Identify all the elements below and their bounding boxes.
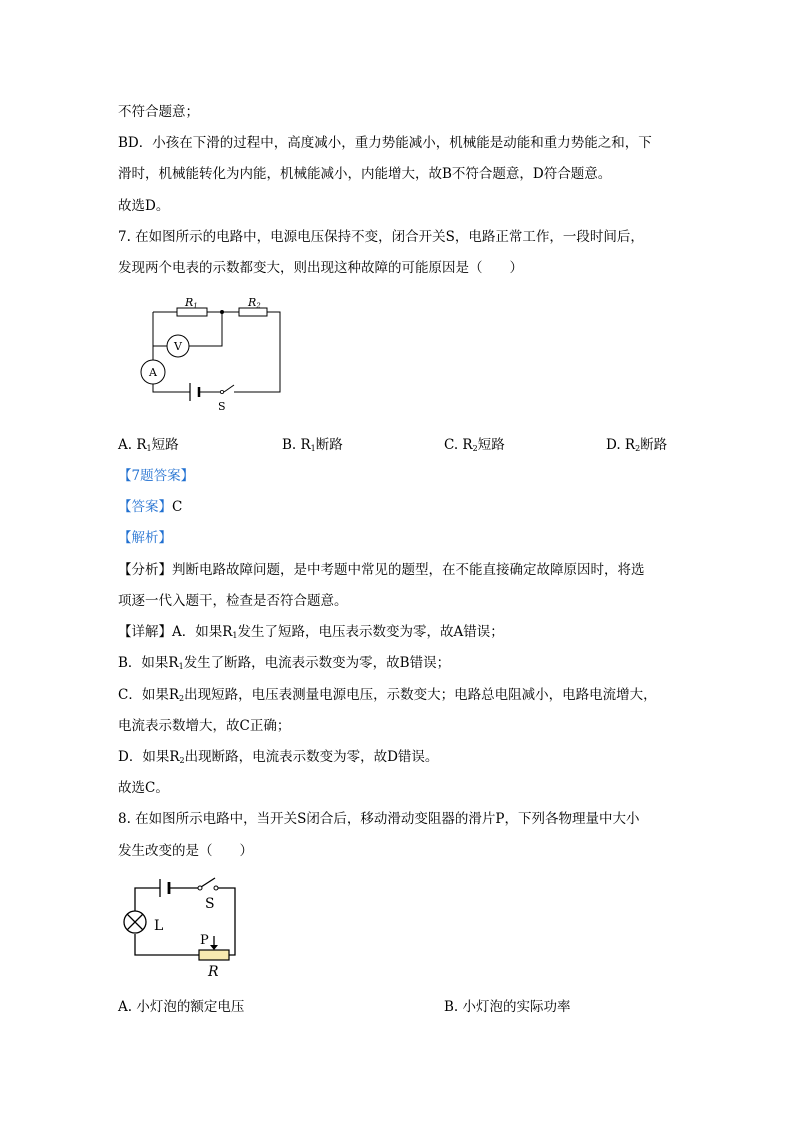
q7-label-a: A (149, 366, 157, 379)
q7-label-r2: R2 (248, 296, 261, 310)
q8-stem-line-2: 发生改变的是（ ） (118, 843, 253, 859)
q7-option-b: B. $R_1$断路 (282, 437, 343, 453)
q8-option-a: A. 小灯泡的额定电压 (118, 999, 245, 1015)
q8-stem-line-1: 8. 在如图所示电路中，当开关S闭合后，移动滑动变阻器的滑片P，下列各物理量中大小 (118, 811, 640, 827)
q7-detail-c-line-2: 电流表示数增大，故C正确； (118, 718, 291, 734)
q7-detail-c-line-1: C．如果$R_2$出现短路，电压表测量电源电压，示数变大；电路总电阻减小，电路电流增大， (118, 687, 657, 703)
prev-conclusion: 故选D。 (118, 198, 170, 214)
q8-label-p: P (200, 933, 209, 948)
q7-option-d: D. $R_2$断路 (606, 437, 668, 453)
q7-label-v: V (174, 340, 182, 353)
prev-line-2: BD．小孩在下滑的过程中，高度减小，重力势能减小，机械能是动能和重力势能之和，下 (118, 135, 652, 151)
q7-conclusion: 故选C。 (118, 780, 169, 796)
q7-answer-title: 【7题答案】 (118, 468, 195, 484)
q8-switch-contact-right (214, 886, 218, 890)
q7-detail-d: D．如果$R_2$出现断路，电流表示数变为零，故D错误。 (118, 749, 439, 765)
q8-label-r: R (208, 964, 219, 980)
q8-slider-arrow (210, 945, 218, 950)
prev-line-1: 不符合题意； (118, 104, 199, 120)
q7-label-r1: R1 (185, 296, 198, 310)
q7-detail-b: B．如果$R_1$发生了断路，电流表示数变为零，故B错误； (118, 655, 451, 671)
q8-label-s: S (205, 896, 215, 912)
q7-label-s: S (218, 400, 226, 413)
q8-lamp-symbol (124, 911, 146, 933)
answer-tag: 【答案】 (118, 499, 172, 515)
prev-line-3: 滑时，机械能转化为内能，机械能减小，内能增大，故B不符合题意，D符合题意。 (118, 166, 612, 182)
q7-option-a: A. $R_1$短路 (118, 437, 179, 453)
q7-stem-line-1: 7. 在如图所示的电路中，电源电压保持不变，闭合开关S，电路正常工作，一段时间后， (118, 229, 644, 245)
q7-fenxi-line-2: 项逐一代入题干，检查是否符合题意。 (118, 593, 348, 609)
q7-stem-line-2: 发现两个电表的示数都变大，则出现这种故障的可能原因是（ ） (118, 260, 523, 276)
answer-value: C (172, 499, 183, 515)
detail-tag: 【详解】 (118, 624, 172, 640)
q8-rheostat (199, 950, 229, 960)
q8-label-l: L (154, 918, 164, 934)
q7-analysis-tag: 【解析】 (118, 530, 172, 546)
fenxi-tag: 【分析】 (118, 562, 172, 578)
q7-fenxi-line-1: 【分析】判断电路故障问题，是中考题中常见的题型，在不能直接确定故障原因时，将选 (118, 562, 645, 578)
q7-option-c: C. $R_2$短路 (444, 437, 505, 453)
q8-switch-pivot-left (198, 886, 202, 890)
q8-option-b: B. 小灯泡的实际功率 (444, 999, 571, 1015)
q7-detail-a: 【详解】A．如果$R_1$发生了短路，电压表示数变为零，故A错误； (118, 624, 504, 640)
